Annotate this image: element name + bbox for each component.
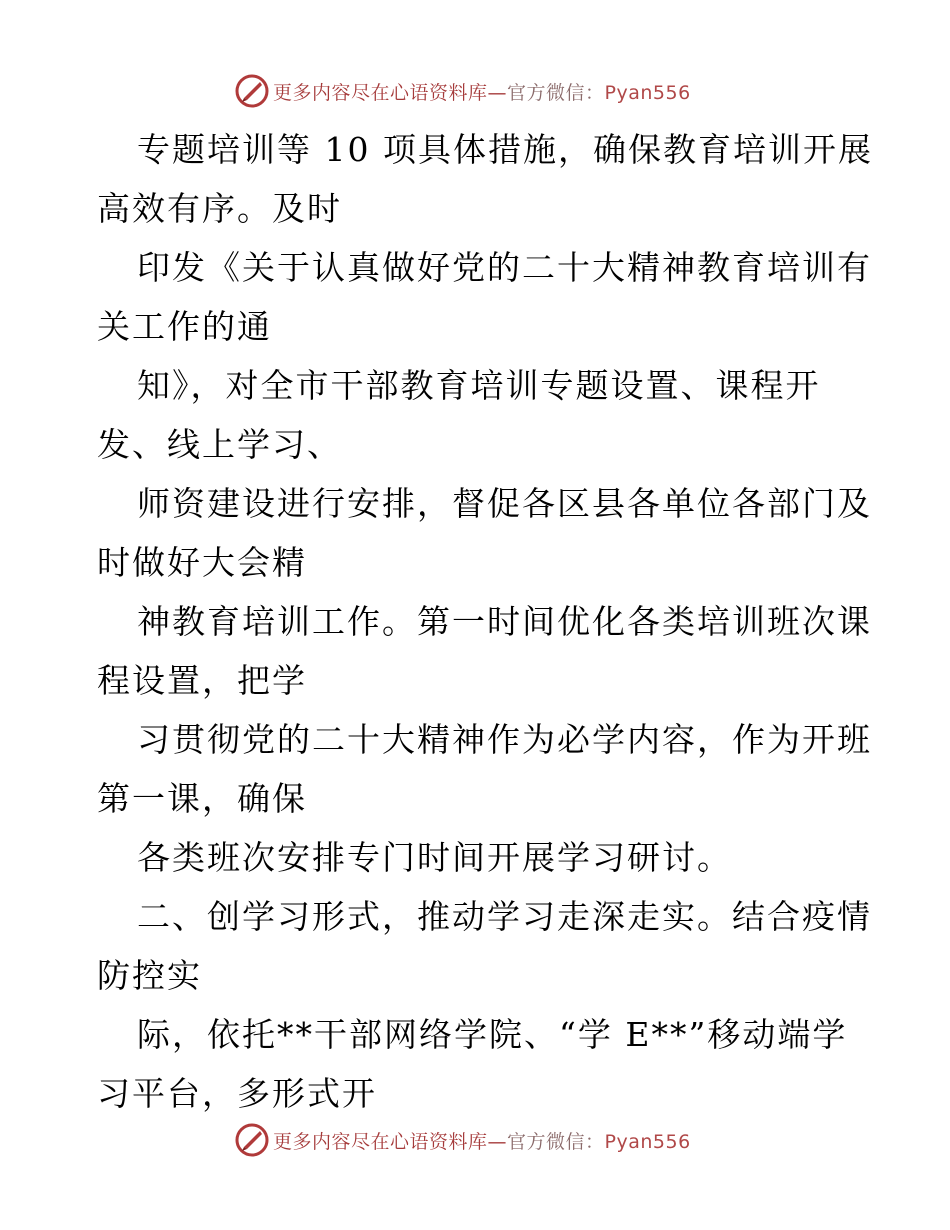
logo-icon (235, 1123, 269, 1157)
watermark-dash: — (487, 1130, 508, 1153)
wechat-id: Pyan556 (604, 1130, 691, 1153)
paragraph: 知》，对全市干部教育培训专题设置、课程开 发、线上学习、 (97, 366, 821, 464)
watermark-text: 更多内容尽在心语资料库 (273, 1130, 488, 1153)
wechat-label: 官方微信： (507, 81, 605, 104)
watermark-dash: — (487, 81, 508, 104)
watermark-text: 更多内容尽在心语资料库 (273, 81, 488, 104)
watermark-banner-top (235, 71, 755, 111)
paragraph: 印发《关于认真做好党的二十大精神教育培训有 关工作的通 (97, 248, 872, 346)
wechat-label: 官方微信： (507, 1130, 605, 1153)
paragraph: 习贯彻党的二十大精神作为必学内容，作为开班 第一课，确保 (97, 720, 872, 818)
logo-icon (235, 74, 269, 108)
paragraph: 际，依托**干部网络学院、“学 E**”移动端学 习平台，多形式开 (97, 1015, 848, 1113)
paragraph: 二、创学习形式，推动学习走深走实。结合疫情 防控实 (97, 897, 872, 995)
wechat-id: Pyan556 (604, 81, 691, 104)
paragraph: 专题培训等 10 项具体措施，确保教育培训开展 高效有序。及时 (97, 130, 873, 228)
watermark-banner-bottom (235, 1120, 755, 1160)
paragraph: 各类班次安排专门时间开展学习研讨。 (137, 838, 732, 877)
document-body (97, 120, 873, 1123)
paragraph: 师资建设进行安排，督促各区县各单位各部门及 时做好大会精 (97, 484, 872, 582)
paragraph: 神教育培训工作。第一时间优化各类培训班次课 程设置，把学 (97, 602, 872, 700)
